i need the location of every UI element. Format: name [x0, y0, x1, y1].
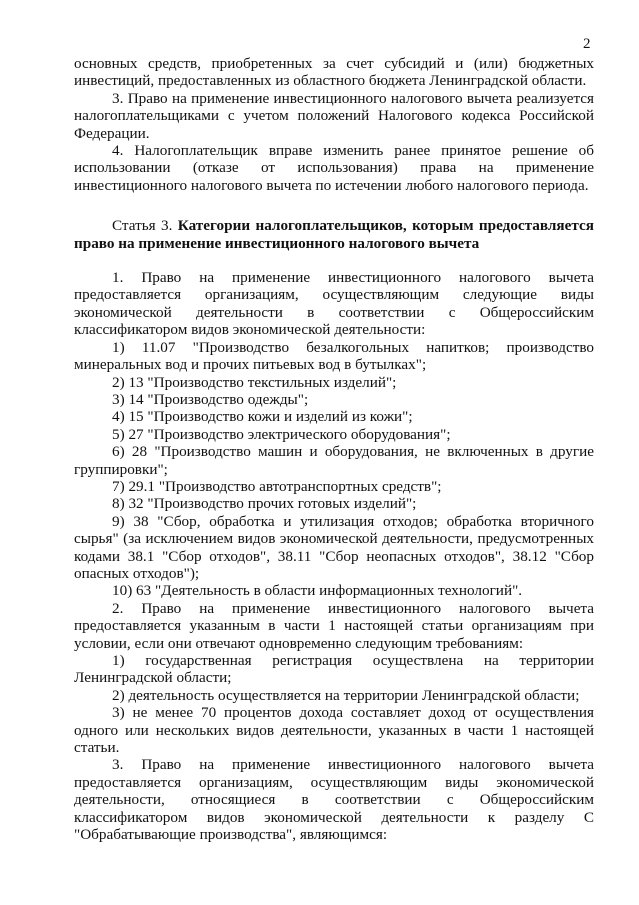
part-1-item: 9) 38 "Сбор, обработка и утилизация отходов; обработка вторичного сырья" (за исключением видов экономической деятельности, предусмотренных кодами 38.1 "Сбор отходов", 38.11 "Сбор неопасных отходов", 38.12 "Сбор опасных отходов"); [74, 512, 594, 582]
part-3-intro: 3. Право на применение инвестиционного налогового вычета предоставляется организациям, осуществляющим виды экономической деятельности, относящиеся в соответствии с Общероссийским классификатором видов экономической деятельности к разделу С "Обрабатывающие производства", являющимся: [74, 756, 594, 844]
part-1-intro: 1. Право на применение инвестиционного налогового вычета предоставляется организациям, осуществляющим следующие виды экономической деятельности в соответствии с Общероссийским классификатором видов экономической деятельности: [74, 269, 594, 339]
part-2-item: 2) деятельность осуществляется на территории Ленинградской области; [112, 686, 580, 704]
document-body [74, 55, 594, 843]
part-1-item: 3) 14 "Производство одежды"; [112, 390, 309, 408]
page-number: 2 [583, 36, 591, 52]
part-2-item: 1) государственная регистрация осуществлена на территории Ленинградской области; [74, 652, 594, 687]
article-3-heading [74, 217, 594, 252]
part-1-item: 5) 27 "Производство электрического оборудования"; [112, 425, 451, 443]
paragraph-4: 4. Налогоплательщик вправе изменить ранее принятое решение об использовании (отказе от использования) права на применение инвестиционного налогового вычета по истечении любого налогового периода. [74, 142, 594, 194]
article-3-title: Категории налогоплательщиков, которым предоставляется право на применение инвестиционного налогового вычета [74, 217, 594, 252]
article-3-prefix: Статья 3. [112, 217, 173, 235]
part-1-item: 10) 63 "Деятельность в области информационных технологий". [112, 582, 523, 600]
part-1-item: 8) 32 "Производство прочих готовых изделий"; [112, 495, 417, 513]
part-1-item: 1) 11.07 "Производство безалкогольных напитков; производство минеральных вод и прочих питьевых вод в бутылках"; [74, 338, 594, 374]
part-1-item: 6) 28 "Производство машин и оборудования, не включенных в другие группировки"; [74, 443, 594, 478]
part-1-item: 4) 15 "Производство кожи и изделий из кожи"; [112, 408, 413, 426]
part-2-item: 3) не менее 70 процентов дохода составляет доход от осуществления одного или нескольких видов деятельности, указанных в части 1 настоящей статьи. [74, 704, 594, 757]
paragraph-3: 3. Право на применение инвестиционного налогового вычета реализуется налогоплательщиками с учетом положений Налогового кодекса Российской Федерации. [74, 89, 594, 142]
continuation-paragraph: основных средств, приобретенных за счет субсидий и (или) бюджетных инвестиций, предоставленных из областного бюджета Ленинградской области. [74, 55, 594, 90]
part-1-item: 2) 13 "Производство текстильных изделий"; [112, 373, 397, 391]
part-2-intro: 2. Право на применение инвестиционного налогового вычета предоставляется указанным в части 1 настоящей статьи организациям при условии, если они отвечают одновременно следующим требованиям: [74, 599, 594, 652]
part-1-item: 7) 29.1 "Производство автотранспортных средств"; [112, 477, 442, 495]
